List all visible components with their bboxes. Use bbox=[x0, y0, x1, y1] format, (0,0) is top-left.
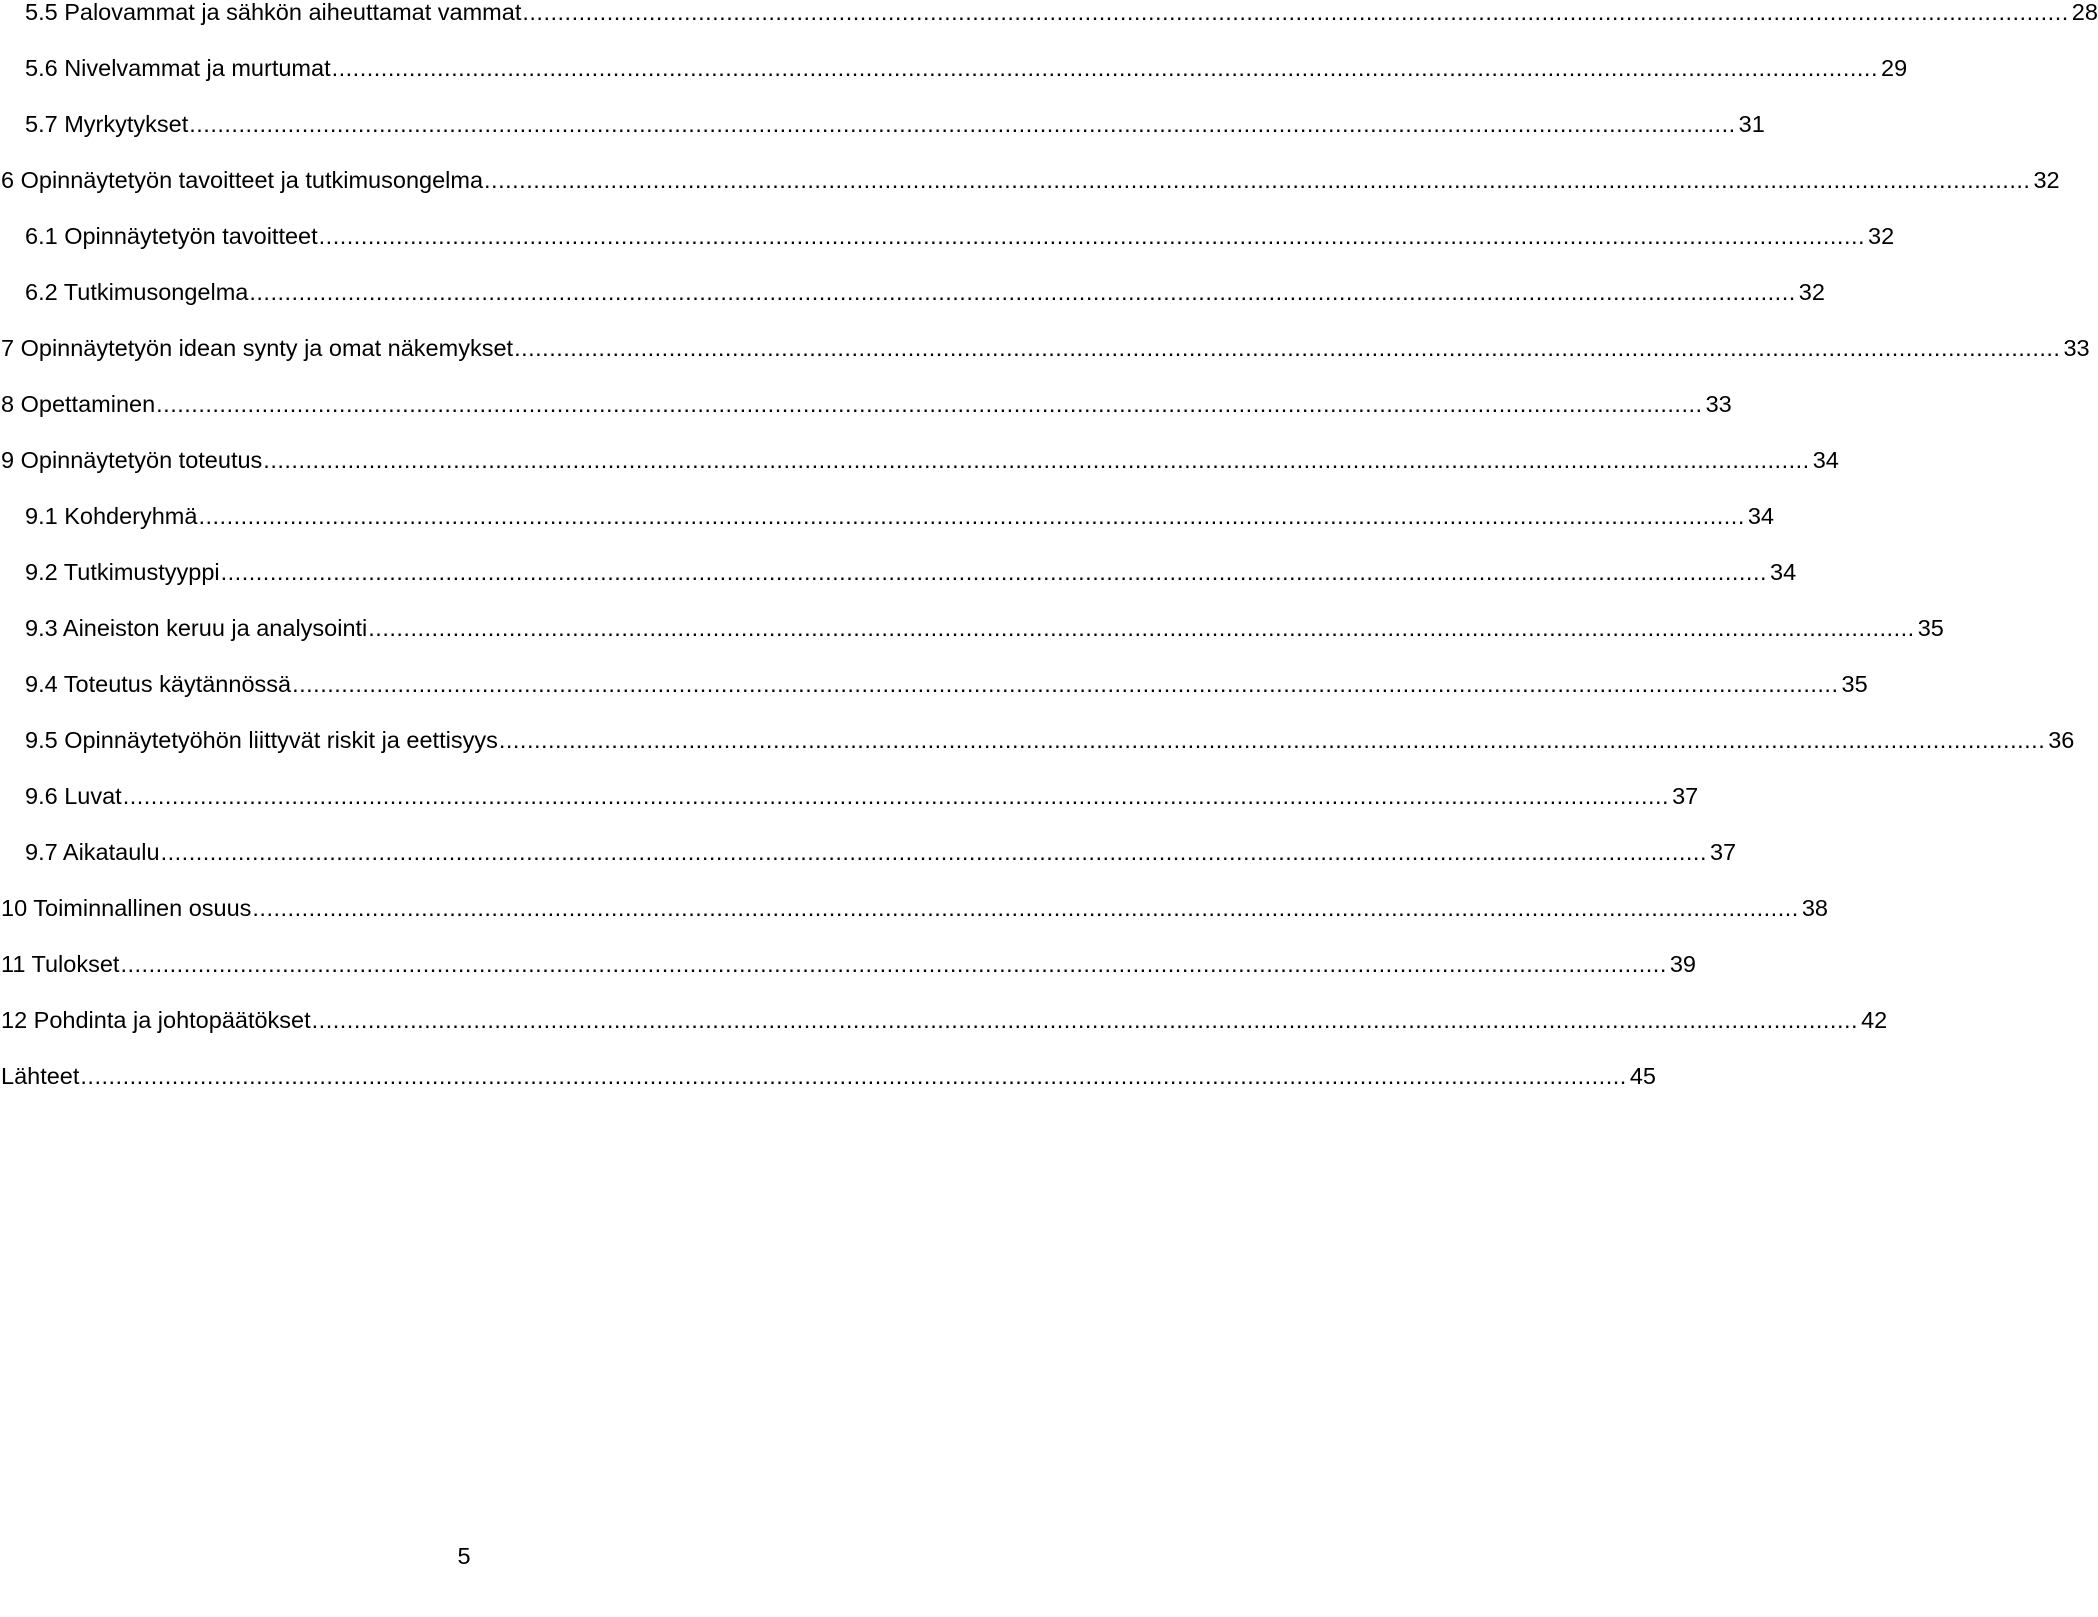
toc-entry-page: 31 bbox=[1738, 111, 1765, 137]
toc-entry-page: 35 bbox=[1841, 671, 1868, 697]
toc-leader-dots: ............................................................................................................................................................................................................................ bbox=[189, 111, 1736, 137]
toc-entry-label: 9.6 Luvat bbox=[25, 783, 122, 809]
toc-entry[interactable] bbox=[25, 220, 1895, 252]
toc-entry-page: 37 bbox=[1709, 839, 1737, 865]
page-number: 5 bbox=[457, 1543, 471, 1569]
toc-entry-page: 35 bbox=[1917, 615, 1944, 641]
toc-leader-dots: ............................................................................................................................................................................................................................ bbox=[498, 727, 2046, 753]
toc-entry[interactable] bbox=[1, 1004, 1888, 1036]
toc-leader-dots: ............................................................................................................................................................................................................................ bbox=[220, 559, 1768, 585]
toc-entry-label: 8 Opettaminen bbox=[1, 391, 156, 417]
toc-entry-page: 36 bbox=[2048, 727, 2075, 753]
toc-entry[interactable] bbox=[25, 836, 1737, 868]
toc-leader-dots: ............................................................................................................................................................................................................................ bbox=[156, 391, 1703, 417]
toc-entry-page: 32 bbox=[1868, 223, 1895, 249]
toc-entry-page: 39 bbox=[1669, 951, 1696, 977]
toc-leader-dots: ............................................................................................................................................................................................................................ bbox=[311, 1007, 1859, 1033]
toc-leader-dots: ............................................................................................................................................................................................................................ bbox=[368, 615, 1915, 641]
toc-entry[interactable] bbox=[25, 52, 1908, 84]
toc-entry-label: 6.1 Opinnäytetyön tavoitteet bbox=[25, 223, 318, 249]
toc-leader-dots: ............................................................................................................................................................................................................................ bbox=[198, 503, 1745, 529]
toc-entry-page: 45 bbox=[1629, 1063, 1656, 1089]
toc-entry-page: 29 bbox=[1881, 55, 1908, 81]
toc-entry-page: 34 bbox=[1812, 447, 1839, 473]
toc-leader-dots: ............................................................................................................................................................................................................................ bbox=[292, 671, 1839, 697]
toc-entry-label: 5.6 Nivelvammat ja murtumat bbox=[25, 55, 331, 81]
toc-entry[interactable] bbox=[25, 724, 2075, 756]
toc-entry[interactable] bbox=[25, 556, 1797, 588]
toc-leader-dots: ............................................................................................................................................................................................................................ bbox=[160, 839, 1707, 865]
toc-entry-page: 32 bbox=[1798, 279, 1825, 305]
toc-entry-page: 34 bbox=[1770, 559, 1797, 585]
toc-entry-label: 9 Opinnäytetyön toteutus bbox=[1, 447, 263, 473]
toc-leader-dots: ............................................................................................................................................................................................................................ bbox=[122, 783, 1670, 809]
toc-leader-dots: ............................................................................................................................................................................................................................ bbox=[318, 223, 1866, 249]
toc-entry-label: 10 Toiminnallinen osuus bbox=[1, 895, 252, 921]
toc-entry-label: 9.3 Aineiston keruu ja analysointi bbox=[25, 615, 368, 641]
toc-entry[interactable] bbox=[1, 892, 1828, 924]
toc-leader-dots: ............................................................................................................................................................................................................................ bbox=[252, 895, 1799, 921]
toc-entry-page: 28 bbox=[2071, 0, 2098, 25]
toc-entry[interactable] bbox=[1, 1060, 1656, 1092]
toc-entry-label: 9.4 Toteutus käytännössä bbox=[25, 671, 292, 697]
toc-entry-label: 5.5 Palovammat ja sähkön aiheuttamat vammat bbox=[25, 0, 522, 25]
toc-entry[interactable] bbox=[25, 612, 1944, 644]
toc-leader-dots: ............................................................................................................................................................................................................................ bbox=[120, 951, 1667, 977]
toc-entry-label: 12 Pohdinta ja johtopäätökset bbox=[1, 1007, 311, 1033]
toc-entry-page: 37 bbox=[1672, 783, 1699, 809]
toc-entry-page: 34 bbox=[1747, 503, 1774, 529]
toc-entry-label: Lähteet bbox=[1, 1063, 80, 1089]
toc-leader-dots: ............................................................................................................................................................................................................................ bbox=[522, 0, 2069, 25]
toc-leader-dots: ............................................................................................................................................................................................................................ bbox=[514, 335, 2061, 361]
toc-entry[interactable] bbox=[25, 276, 1825, 308]
toc-leader-dots: ............................................................................................................................................................................................................................ bbox=[331, 55, 1878, 81]
toc-entry-label: 9.7 Aikataulu bbox=[25, 839, 160, 865]
toc-entry-page: 32 bbox=[2033, 167, 2060, 193]
toc-leader-dots: ............................................................................................................................................................................................................................ bbox=[249, 279, 1796, 305]
toc-entry-page: 33 bbox=[1705, 391, 1732, 417]
toc-entry[interactable] bbox=[25, 500, 1774, 532]
toc-entry[interactable] bbox=[1, 164, 2060, 196]
toc-entry[interactable] bbox=[1, 444, 1839, 476]
toc-entry[interactable] bbox=[1, 332, 2090, 364]
toc-entry-label: 7 Opinnäytetyön idean synty ja omat näkemykset bbox=[1, 335, 514, 361]
toc-entry[interactable] bbox=[25, 108, 1765, 140]
toc-entry-label: 9.2 Tutkimustyyppi bbox=[25, 559, 220, 585]
toc-leader-dots: ............................................................................................................................................................................................................................ bbox=[484, 167, 2031, 193]
toc-entry-page: 42 bbox=[1861, 1007, 1888, 1033]
toc-entry-label: 9.1 Kohderyhmä bbox=[25, 503, 198, 529]
toc-entry[interactable] bbox=[1, 948, 1696, 980]
toc-entry[interactable] bbox=[1, 388, 1732, 420]
toc-entry-label: 9.5 Opinnäytetyöhön liittyvät riskit ja eettisyys bbox=[25, 727, 498, 753]
toc-entry-label: 6 Opinnäytetyön tavoitteet ja tutkimusongelma bbox=[1, 167, 484, 193]
toc-leader-dots: ............................................................................................................................................................................................................................ bbox=[80, 1063, 1627, 1089]
toc-entry-label: 11 Tulokset bbox=[1, 951, 120, 977]
toc-entry-label: 5.7 Myrkytykset bbox=[25, 111, 189, 137]
toc-leader-dots: ............................................................................................................................................................................................................................ bbox=[263, 447, 1810, 473]
toc-entry[interactable] bbox=[25, 668, 1868, 700]
toc-entry-page: 33 bbox=[2063, 335, 2090, 361]
toc-entry[interactable] bbox=[25, 780, 1699, 812]
toc-entry-page: 38 bbox=[1801, 895, 1828, 921]
toc-entry-label: 6.2 Tutkimusongelma bbox=[25, 279, 249, 305]
toc-entry[interactable] bbox=[25, 0, 2098, 28]
